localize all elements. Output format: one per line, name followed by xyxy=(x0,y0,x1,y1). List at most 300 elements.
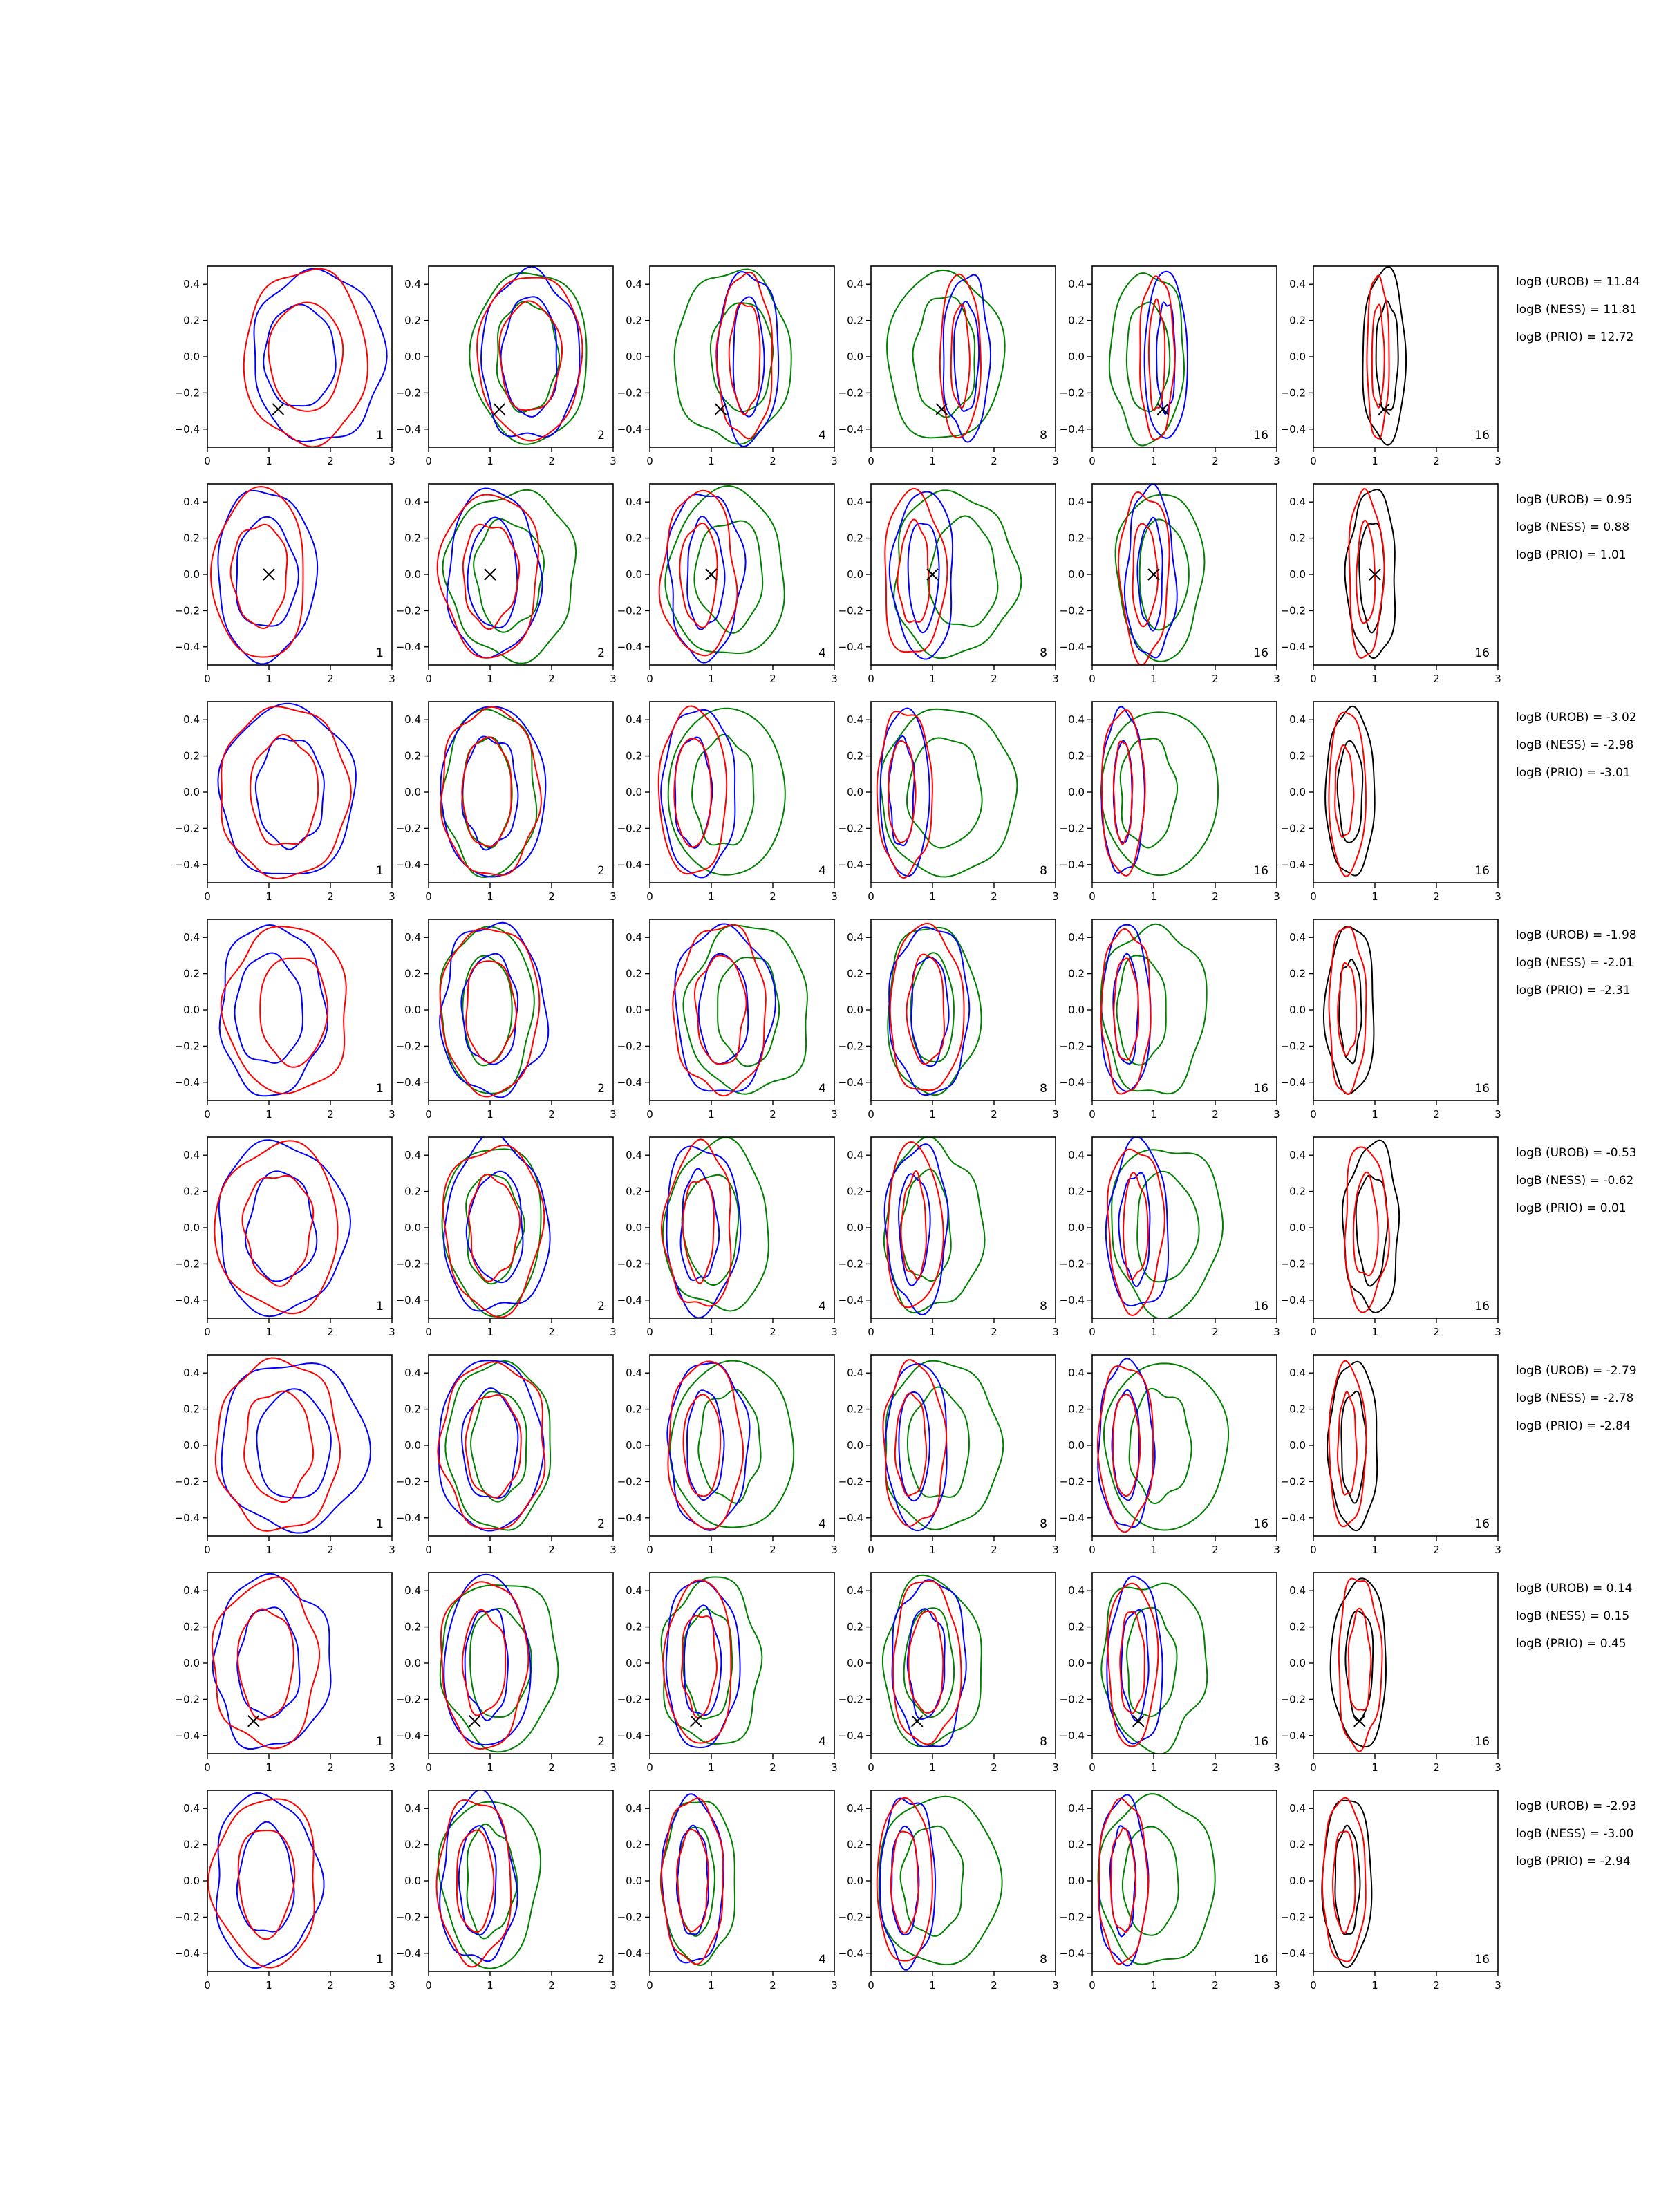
y-tick-label: 0.2 xyxy=(847,967,863,980)
y-tick-label: −0.4 xyxy=(617,858,642,871)
y-tick-label: 0.0 xyxy=(404,786,421,798)
y-tick-label: −0.4 xyxy=(174,422,200,435)
x-tick-label: 3 xyxy=(610,1761,617,1774)
annotation-row-3 xyxy=(1516,711,1637,780)
panel-label: 2 xyxy=(597,1735,605,1749)
y-tick-label: 0.0 xyxy=(847,1875,863,1887)
logb-annotation: logB (NESS) = -0.62 xyxy=(1516,1174,1634,1188)
x-tick-label: 2 xyxy=(548,1544,555,1556)
panel-label: 8 xyxy=(1040,1517,1047,1531)
panel-label: 16 xyxy=(1474,1953,1490,1967)
y-tick-label: 0.2 xyxy=(404,967,421,980)
y-tick-label: 0.2 xyxy=(1068,1403,1085,1416)
y-tick-label: −0.2 xyxy=(174,604,200,617)
x-tick-label: 1 xyxy=(708,1326,715,1338)
logb-annotation: logB (UROB) = 0.95 xyxy=(1516,493,1633,507)
x-tick-label: 0 xyxy=(204,1108,211,1121)
y-tick-label: 0.0 xyxy=(183,1657,200,1669)
x-tick-label: 2 xyxy=(1212,455,1219,467)
x-tick-label: 0 xyxy=(646,890,653,903)
x-tick-label: 0 xyxy=(204,673,211,685)
x-tick-label: 2 xyxy=(548,1326,555,1338)
x-tick-label: 0 xyxy=(1310,1108,1317,1121)
x-tick-label: 3 xyxy=(388,455,395,467)
logb-annotation: logB (NESS) = -2.01 xyxy=(1516,956,1634,970)
x-tick-label: 1 xyxy=(1150,1979,1157,1991)
x-tick-label: 3 xyxy=(388,673,395,685)
x-tick-label: 0 xyxy=(1310,1326,1317,1338)
y-tick-label: −0.2 xyxy=(1280,1475,1306,1488)
y-tick-label: −0.4 xyxy=(395,1293,421,1306)
y-tick-label: −0.4 xyxy=(1280,422,1306,435)
y-tick-label: −0.4 xyxy=(174,640,200,653)
x-tick-label: 0 xyxy=(425,890,432,903)
x-tick-label: 3 xyxy=(831,890,838,903)
y-tick-label: 0.2 xyxy=(1068,532,1085,545)
y-tick-label: −0.2 xyxy=(395,604,421,617)
panel-label: 1 xyxy=(376,1517,384,1531)
panel-label: 4 xyxy=(818,429,826,442)
logb-annotation: logB (PRIO) = -2.31 xyxy=(1516,984,1631,997)
x-tick-label: 2 xyxy=(1212,890,1219,903)
y-tick-label: 0.2 xyxy=(1289,1838,1306,1851)
y-tick-label: 0.2 xyxy=(1068,1620,1085,1633)
x-tick-label: 1 xyxy=(1150,455,1157,467)
x-tick-label: 1 xyxy=(708,673,715,685)
y-tick-label: −0.4 xyxy=(1280,640,1306,653)
y-tick-label: −0.2 xyxy=(1059,1475,1085,1488)
x-tick-label: 1 xyxy=(929,1979,936,1991)
x-tick-label: 0 xyxy=(646,1544,653,1556)
x-tick-label: 1 xyxy=(1371,1979,1378,1991)
y-tick-label: 0.0 xyxy=(1289,568,1306,581)
y-tick-label: 0.2 xyxy=(183,749,200,762)
y-tick-label: 0.2 xyxy=(183,314,200,327)
logb-annotation: logB (UROB) = 11.84 xyxy=(1516,275,1640,289)
y-tick-label: 0.4 xyxy=(1289,1367,1306,1380)
panel-label: 1 xyxy=(376,429,384,442)
panel-label: 16 xyxy=(1474,646,1490,660)
y-tick-label: −0.4 xyxy=(1059,1076,1085,1089)
x-tick-label: 2 xyxy=(991,1544,997,1556)
y-tick-label: 0.4 xyxy=(626,1367,642,1380)
y-tick-label: −0.2 xyxy=(1280,822,1306,835)
x-tick-label: 1 xyxy=(265,1544,272,1556)
panel-label: 16 xyxy=(1253,864,1268,878)
y-tick-label: −0.4 xyxy=(838,1729,863,1742)
y-tick-label: −0.4 xyxy=(838,422,863,435)
x-tick-label: 1 xyxy=(265,455,272,467)
y-tick-label: 0.4 xyxy=(847,1149,863,1162)
x-tick-label: 3 xyxy=(1494,673,1501,685)
y-tick-label: 0.4 xyxy=(183,931,200,944)
y-tick-label: 0.4 xyxy=(404,278,421,291)
panel-label: 16 xyxy=(1474,864,1490,878)
y-tick-label: −0.4 xyxy=(1280,1076,1306,1089)
panel-label: 8 xyxy=(1040,429,1047,442)
y-tick-label: 0.4 xyxy=(1289,1584,1306,1597)
y-tick-label: 0.0 xyxy=(1289,1657,1306,1669)
y-tick-label: 0.2 xyxy=(183,967,200,980)
y-tick-label: 0.0 xyxy=(183,1439,200,1452)
panel-label: 2 xyxy=(597,429,605,442)
x-tick-label: 3 xyxy=(388,1544,395,1556)
panel-label: 8 xyxy=(1040,646,1047,660)
x-tick-label: 0 xyxy=(1310,1979,1317,1991)
x-tick-label: 0 xyxy=(204,1761,211,1774)
y-tick-label: 0.4 xyxy=(1068,1367,1085,1380)
y-tick-label: 0.4 xyxy=(1068,1802,1085,1815)
y-tick-label: 0.4 xyxy=(1289,713,1306,727)
y-tick-label: 0.2 xyxy=(404,532,421,545)
x-tick-label: 0 xyxy=(646,455,653,467)
y-tick-label: 0.0 xyxy=(626,568,642,581)
y-tick-label: −0.4 xyxy=(838,1076,863,1089)
x-tick-label: 0 xyxy=(1310,673,1317,685)
x-tick-label: 3 xyxy=(831,1326,838,1338)
panel-label: 8 xyxy=(1040,1300,1047,1313)
y-tick-label: −0.2 xyxy=(174,1475,200,1488)
y-tick-label: −0.2 xyxy=(617,822,642,835)
y-tick-label: 0.2 xyxy=(183,1620,200,1633)
x-tick-label: 2 xyxy=(769,1326,776,1338)
y-tick-label: 0.4 xyxy=(404,713,421,727)
logb-annotation: logB (PRIO) = 0.45 xyxy=(1516,1637,1627,1651)
x-tick-label: 0 xyxy=(1089,1326,1096,1338)
y-tick-label: −0.2 xyxy=(174,1040,200,1053)
y-tick-label: 0.4 xyxy=(626,1584,642,1597)
panel-label: 2 xyxy=(597,1300,605,1313)
y-tick-label: 0.2 xyxy=(847,532,863,545)
x-tick-label: 1 xyxy=(1371,1544,1378,1556)
y-tick-label: 0.2 xyxy=(626,314,642,327)
panel-label: 16 xyxy=(1474,1300,1490,1313)
x-tick-label: 2 xyxy=(327,1761,334,1774)
x-tick-label: 2 xyxy=(991,1979,997,1991)
y-tick-label: −0.2 xyxy=(1059,604,1085,617)
panel-label: 4 xyxy=(818,1953,826,1967)
x-tick-label: 2 xyxy=(1212,1326,1219,1338)
x-tick-label: 1 xyxy=(487,1761,494,1774)
x-tick-label: 3 xyxy=(1494,890,1501,903)
y-tick-label: 0.4 xyxy=(1068,1584,1085,1597)
x-tick-label: 2 xyxy=(327,890,334,903)
y-tick-label: −0.4 xyxy=(1059,1511,1085,1524)
y-tick-label: 0.4 xyxy=(847,278,863,291)
x-tick-label: 1 xyxy=(1371,1326,1378,1338)
y-tick-label: 0.0 xyxy=(1289,1875,1306,1887)
y-tick-label: −0.4 xyxy=(174,1293,200,1306)
y-tick-label: −0.2 xyxy=(1280,1693,1306,1706)
annotation-row-4 xyxy=(1516,928,1637,997)
y-tick-label: 0.2 xyxy=(626,1185,642,1198)
logb-annotation: logB (NESS) = 0.88 xyxy=(1516,521,1630,534)
panel-label: 8 xyxy=(1040,864,1047,878)
y-tick-label: 0.2 xyxy=(626,1620,642,1633)
y-tick-label: 0.2 xyxy=(847,314,863,327)
x-tick-label: 2 xyxy=(991,1761,997,1774)
y-tick-label: −0.2 xyxy=(1280,1911,1306,1924)
y-tick-label: 0.2 xyxy=(626,749,642,762)
x-tick-label: 1 xyxy=(1150,1761,1157,1774)
x-tick-label: 2 xyxy=(769,1979,776,1991)
y-tick-label: 0.0 xyxy=(847,1221,863,1234)
x-tick-label: 2 xyxy=(548,455,555,467)
y-tick-label: 0.0 xyxy=(183,1004,200,1016)
x-tick-label: 0 xyxy=(868,1326,874,1338)
x-tick-label: 3 xyxy=(388,1108,395,1121)
panel-label: 1 xyxy=(376,1735,384,1749)
x-tick-label: 1 xyxy=(1371,673,1378,685)
y-tick-label: 0.0 xyxy=(1068,1221,1085,1234)
y-tick-label: −0.4 xyxy=(838,1293,863,1306)
y-tick-label: −0.4 xyxy=(1059,1293,1085,1306)
x-tick-label: 2 xyxy=(769,673,776,685)
y-tick-label: 0.0 xyxy=(404,350,421,363)
x-tick-label: 3 xyxy=(388,1979,395,1991)
panel-label: 16 xyxy=(1253,1517,1268,1531)
x-tick-label: 1 xyxy=(708,1761,715,1774)
x-tick-label: 0 xyxy=(425,1979,432,1991)
panel-label: 1 xyxy=(376,1953,384,1967)
x-tick-label: 3 xyxy=(610,1544,617,1556)
y-tick-label: −0.2 xyxy=(1059,1693,1085,1706)
x-tick-label: 3 xyxy=(610,1108,617,1121)
logb-annotation: logB (NESS) = -3.00 xyxy=(1516,1827,1634,1841)
y-tick-label: −0.4 xyxy=(395,1511,421,1524)
logb-annotation: logB (PRIO) = -2.84 xyxy=(1516,1419,1631,1433)
x-tick-label: 1 xyxy=(265,673,272,685)
y-tick-label: 0.4 xyxy=(404,1367,421,1380)
x-tick-label: 2 xyxy=(991,673,997,685)
y-tick-label: 0.0 xyxy=(183,350,200,363)
y-tick-label: −0.2 xyxy=(617,1911,642,1924)
y-tick-label: 0.2 xyxy=(626,1403,642,1416)
y-tick-label: −0.2 xyxy=(1280,1257,1306,1271)
x-tick-label: 1 xyxy=(708,890,715,903)
y-tick-label: −0.2 xyxy=(617,1257,642,1271)
x-tick-label: 2 xyxy=(1212,1544,1219,1556)
y-tick-label: −0.2 xyxy=(838,1257,863,1271)
panel-label: 1 xyxy=(376,1300,384,1313)
x-tick-label: 1 xyxy=(487,455,494,467)
y-tick-label: 0.4 xyxy=(404,931,421,944)
y-tick-label: −0.2 xyxy=(838,1475,863,1488)
y-tick-label: 0.4 xyxy=(183,1367,200,1380)
x-tick-label: 1 xyxy=(1371,1108,1378,1121)
x-tick-label: 1 xyxy=(929,1544,936,1556)
y-tick-label: 0.2 xyxy=(183,1403,200,1416)
logb-annotation: logB (UROB) = -3.02 xyxy=(1516,711,1637,724)
y-tick-label: 0.4 xyxy=(626,1802,642,1815)
x-tick-label: 2 xyxy=(327,1108,334,1121)
y-tick-label: −0.4 xyxy=(174,1076,200,1089)
x-tick-label: 3 xyxy=(610,1979,617,1991)
y-tick-label: 0.0 xyxy=(404,1439,421,1452)
x-tick-label: 3 xyxy=(1494,1326,1501,1338)
y-tick-label: 0.2 xyxy=(404,1403,421,1416)
y-tick-label: −0.4 xyxy=(838,1511,863,1524)
y-tick-label: 0.0 xyxy=(1289,1004,1306,1016)
x-tick-label: 3 xyxy=(1052,455,1059,467)
y-tick-label: 0.4 xyxy=(626,713,642,727)
x-tick-label: 3 xyxy=(831,455,838,467)
y-tick-label: 0.2 xyxy=(1289,314,1306,327)
y-tick-label: 0.4 xyxy=(847,931,863,944)
x-tick-label: 0 xyxy=(1310,1544,1317,1556)
y-tick-label: −0.2 xyxy=(617,604,642,617)
y-tick-label: 0.2 xyxy=(1068,967,1085,980)
y-tick-label: −0.4 xyxy=(395,1729,421,1742)
y-tick-label: −0.2 xyxy=(395,1911,421,1924)
x-tick-label: 3 xyxy=(1052,1761,1059,1774)
panel-label: 16 xyxy=(1253,1953,1268,1967)
x-tick-label: 2 xyxy=(548,673,555,685)
y-tick-label: −0.2 xyxy=(1059,822,1085,835)
x-tick-label: 1 xyxy=(265,1979,272,1991)
x-tick-label: 3 xyxy=(1494,1108,1501,1121)
x-tick-label: 3 xyxy=(1273,673,1280,685)
x-tick-label: 0 xyxy=(425,673,432,685)
y-tick-label: 0.2 xyxy=(1289,1185,1306,1198)
x-tick-label: 3 xyxy=(831,1761,838,1774)
x-tick-label: 2 xyxy=(991,1108,997,1121)
x-tick-label: 0 xyxy=(868,1979,874,1991)
x-tick-label: 0 xyxy=(1089,1979,1096,1991)
y-tick-label: −0.4 xyxy=(1280,1947,1306,1960)
panel-label: 8 xyxy=(1040,1735,1047,1749)
x-tick-label: 1 xyxy=(1371,1761,1378,1774)
y-tick-label: 0.0 xyxy=(1068,1439,1085,1452)
y-tick-label: 0.2 xyxy=(1068,1838,1085,1851)
y-tick-label: 0.2 xyxy=(404,1838,421,1851)
x-tick-label: 1 xyxy=(487,673,494,685)
x-tick-label: 0 xyxy=(1310,455,1317,467)
y-tick-label: 0.0 xyxy=(626,1004,642,1016)
y-tick-label: −0.4 xyxy=(1280,1729,1306,1742)
y-tick-label: 0.4 xyxy=(626,1149,642,1162)
y-tick-label: 0.2 xyxy=(404,1185,421,1198)
x-tick-label: 2 xyxy=(327,1979,334,1991)
y-tick-label: −0.4 xyxy=(838,640,863,653)
x-tick-label: 3 xyxy=(1494,455,1501,467)
annotation-row-1 xyxy=(1516,275,1640,344)
logb-annotation: logB (PRIO) = 12.72 xyxy=(1516,330,1634,344)
x-tick-label: 1 xyxy=(487,1979,494,1991)
logb-annotation: logB (NESS) = 0.15 xyxy=(1516,1609,1630,1623)
y-tick-label: 0.4 xyxy=(1289,931,1306,944)
panel-label: 2 xyxy=(597,1953,605,1967)
y-tick-label: −0.2 xyxy=(395,1040,421,1053)
logb-annotation: logB (PRIO) = -2.94 xyxy=(1516,1855,1631,1868)
y-tick-label: 0.0 xyxy=(404,1875,421,1887)
logb-annotation: logB (UROB) = -1.98 xyxy=(1516,928,1637,942)
y-tick-label: 0.4 xyxy=(847,713,863,727)
logb-annotation: logB (UROB) = 0.14 xyxy=(1516,1582,1633,1595)
y-tick-label: 0.2 xyxy=(1068,749,1085,762)
y-tick-label: 0.0 xyxy=(626,1657,642,1669)
x-tick-label: 2 xyxy=(1212,1761,1219,1774)
x-tick-label: 1 xyxy=(1371,455,1378,467)
annotation-row-7 xyxy=(1516,1582,1632,1651)
y-tick-label: 0.0 xyxy=(1068,1875,1085,1887)
y-tick-label: −0.2 xyxy=(1059,1911,1085,1924)
y-tick-label: −0.4 xyxy=(395,1947,421,1960)
x-tick-label: 0 xyxy=(646,1108,653,1121)
y-tick-label: 0.4 xyxy=(847,1367,863,1380)
x-tick-label: 2 xyxy=(548,1979,555,1991)
x-tick-label: 2 xyxy=(1433,1108,1440,1121)
y-tick-label: 0.0 xyxy=(1068,786,1085,798)
x-tick-label: 0 xyxy=(425,455,432,467)
x-tick-label: 1 xyxy=(487,1108,494,1121)
x-tick-label: 3 xyxy=(831,1979,838,1991)
y-tick-label: −0.4 xyxy=(1059,1729,1085,1742)
y-tick-label: −0.4 xyxy=(617,1511,642,1524)
x-tick-label: 3 xyxy=(1273,890,1280,903)
x-tick-label: 0 xyxy=(204,1979,211,1991)
y-tick-label: 0.4 xyxy=(1068,278,1085,291)
x-tick-label: 1 xyxy=(1371,890,1378,903)
x-tick-label: 2 xyxy=(769,455,776,467)
y-tick-label: 0.0 xyxy=(847,786,863,798)
logb-annotation: logB (PRIO) = 0.01 xyxy=(1516,1201,1627,1215)
x-tick-label: 3 xyxy=(1273,1326,1280,1338)
x-tick-label: 1 xyxy=(1150,1108,1157,1121)
y-tick-label: −0.4 xyxy=(617,1076,642,1089)
panel-label: 1 xyxy=(376,864,384,878)
x-tick-label: 0 xyxy=(1089,455,1096,467)
y-tick-label: 0.0 xyxy=(626,1439,642,1452)
x-tick-label: 1 xyxy=(929,1108,936,1121)
y-tick-label: −0.2 xyxy=(838,822,863,835)
x-tick-label: 1 xyxy=(487,890,494,903)
x-tick-label: 1 xyxy=(1150,673,1157,685)
y-tick-label: −0.2 xyxy=(174,822,200,835)
annotation-row-5 xyxy=(1516,1146,1637,1215)
y-tick-label: 0.4 xyxy=(404,1802,421,1815)
y-tick-label: 0.2 xyxy=(1289,1403,1306,1416)
x-tick-label: 2 xyxy=(1433,1761,1440,1774)
y-tick-label: 0.4 xyxy=(183,713,200,727)
y-tick-label: 0.2 xyxy=(183,532,200,545)
y-tick-label: 0.0 xyxy=(1068,568,1085,581)
x-tick-label: 2 xyxy=(327,673,334,685)
y-tick-label: −0.4 xyxy=(174,1947,200,1960)
y-tick-label: 0.4 xyxy=(626,496,642,509)
x-tick-label: 1 xyxy=(708,1108,715,1121)
x-tick-label: 2 xyxy=(769,890,776,903)
y-tick-label: 0.4 xyxy=(847,496,863,509)
x-tick-label: 0 xyxy=(646,1761,653,1774)
y-tick-label: 0.4 xyxy=(1068,496,1085,509)
y-tick-label: −0.4 xyxy=(174,1729,200,1742)
y-tick-label: 0.0 xyxy=(1289,1221,1306,1234)
x-tick-label: 1 xyxy=(265,1326,272,1338)
y-tick-label: −0.4 xyxy=(617,1947,642,1960)
x-tick-label: 0 xyxy=(425,1108,432,1121)
x-tick-label: 0 xyxy=(1089,1761,1096,1774)
x-tick-label: 3 xyxy=(831,1544,838,1556)
y-tick-label: −0.2 xyxy=(617,1475,642,1488)
y-tick-label: −0.2 xyxy=(838,1693,863,1706)
y-tick-label: 0.0 xyxy=(404,1221,421,1234)
logb-annotation: logB (UROB) = -0.53 xyxy=(1516,1146,1637,1160)
x-tick-label: 2 xyxy=(548,890,555,903)
y-tick-label: −0.2 xyxy=(395,1257,421,1271)
x-tick-label: 3 xyxy=(1273,1108,1280,1121)
panel-label: 1 xyxy=(376,1082,384,1096)
